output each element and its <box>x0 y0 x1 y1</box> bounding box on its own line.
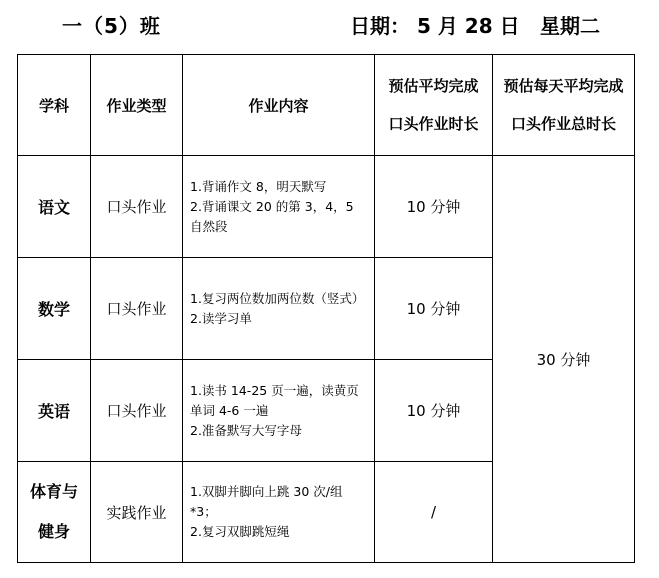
content-item: 2.读学习单 <box>190 310 252 326</box>
homework-type: 口头作业 <box>91 258 183 360</box>
homework-type: 口头作业 <box>91 156 183 258</box>
subject-pe-line1: 体育与 <box>29 482 78 501</box>
homework-table <box>17 54 635 563</box>
estimated-duration: 10 分钟 <box>375 258 493 360</box>
subject-math: 数学 <box>18 258 91 360</box>
homework-type: 实践作业 <box>91 462 183 563</box>
content-item: 1.读书 14-25 页一遍，读黄页单词 4-6 一遍 <box>190 382 359 418</box>
subject-pe-line2: 健身 <box>37 522 70 541</box>
subject-english: 英语 <box>18 360 91 462</box>
header-est-time-line1: 预估平均完成 <box>388 77 479 95</box>
page-header <box>0 0 659 46</box>
header-daily-total <box>493 55 635 156</box>
homework-type: 口头作业 <box>91 360 183 462</box>
estimated-duration: 10 分钟 <box>375 156 493 258</box>
content-item: 2.准备默写大写字母 <box>190 422 302 438</box>
subject-pe <box>18 462 91 563</box>
homework-content <box>183 462 375 563</box>
homework-content <box>183 360 375 462</box>
header-type: 作业类型 <box>91 55 183 156</box>
table-row <box>18 156 635 258</box>
class-name: 一（5）班 <box>62 14 161 38</box>
header-est-time <box>375 55 493 156</box>
table-header-row <box>18 55 635 156</box>
header-content: 作业内容 <box>183 55 375 156</box>
content-item: 2.复习双脚跳短绳 <box>190 524 290 539</box>
content-item: 1.复习两位数加两位数（竖式） <box>190 290 365 306</box>
subject-chinese: 语文 <box>18 156 91 258</box>
estimated-duration: 10 分钟 <box>375 360 493 462</box>
homework-content <box>183 156 375 258</box>
estimated-duration: / <box>375 462 493 563</box>
date-label: 日期： 5 月 28 日 <box>350 14 520 38</box>
header-daily-total-line1: 预估每天平均完成 <box>503 77 624 95</box>
content-item: 1.双脚并脚向上跳 30 次/组*3； <box>190 484 343 519</box>
daily-total-duration: 30 分钟 <box>493 156 635 563</box>
header-est-time-line2: 口头作业时长 <box>388 115 479 133</box>
content-item: 2.背诵课文 20 的第 3，4，5 自然段 <box>190 198 354 234</box>
homework-content <box>183 258 375 360</box>
header-subject: 学科 <box>18 55 91 156</box>
content-item: 1.背诵作文 8，明天默写 <box>190 178 327 194</box>
weekday-label: 星期二 <box>540 14 600 38</box>
header-daily-total-line2: 口头作业总时长 <box>510 115 616 133</box>
